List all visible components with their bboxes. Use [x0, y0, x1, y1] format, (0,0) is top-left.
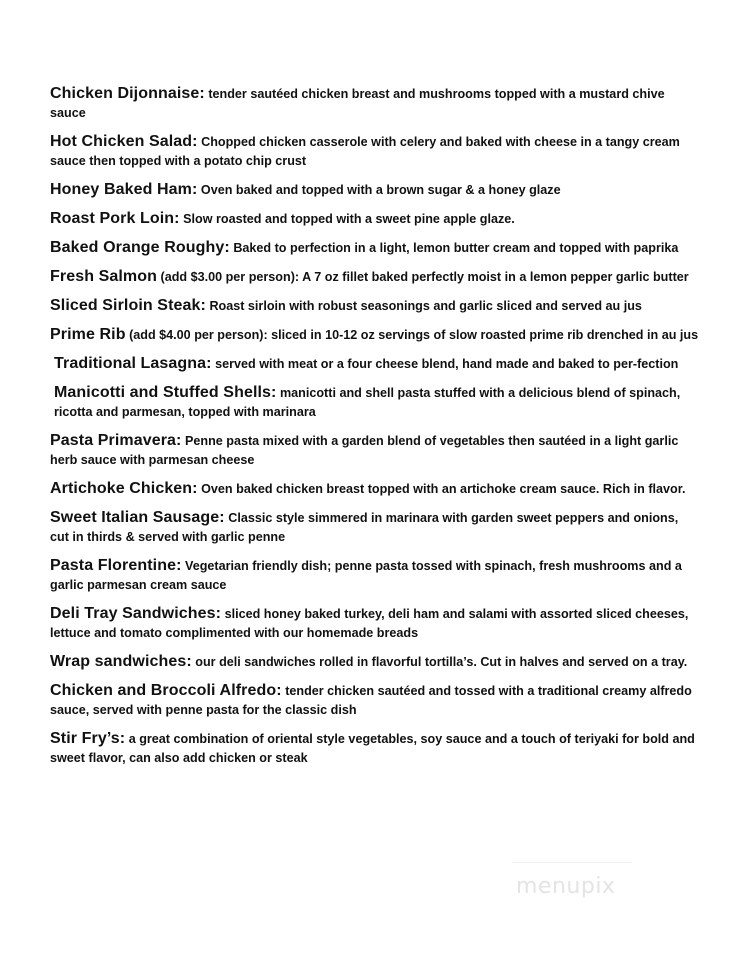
- menu-item-description: Slow roasted and topped with a sweet pine apple glaze.: [183, 212, 515, 226]
- menu-item: [50, 508, 700, 547]
- menu-item-name: Hot Chicken Salad:: [50, 133, 198, 150]
- menu-item-description: manicotti and shell pasta stuffed with a delicious blend of spinach, ricotta and parmesan, topped with marinara: [54, 386, 681, 419]
- menu-item-name: Sliced Sirloin Steak:: [50, 297, 206, 314]
- menu-item-price-note: (add $3.00 per person):: [160, 270, 300, 284]
- menu-item-name: Pasta Florentine:: [50, 557, 182, 574]
- menu-item-name: Manicotti and Stuffed Shells:: [54, 384, 277, 401]
- menu-item: [50, 652, 700, 672]
- menu-item-description: tender chicken sautéed and tossed with a traditional creamy alfredo sauce, served with penne pasta for the classic dish: [50, 684, 692, 717]
- menu-item: [50, 729, 700, 768]
- menu-item-description: A 7 oz fillet baked perfectly moist in a lemon pepper garlic butter: [302, 270, 689, 284]
- menu-item: [50, 180, 700, 200]
- menu-item-name: Pasta Primavera:: [50, 432, 182, 449]
- menu-item-name: Artichoke Chicken:: [50, 480, 198, 497]
- menu-item-description: Vegetarian friendly dish; penne pasta tossed with spinach, fresh mushrooms and a garlic parmesan cream sauce: [50, 559, 682, 592]
- menu-item-description: Baked to perfection in a light, lemon butter cream and topped with paprika: [233, 241, 679, 255]
- menu-item: [50, 267, 700, 287]
- menu-item: [50, 354, 700, 374]
- menu-item-description: Roast sirloin with robust seasonings and garlic sliced and served au jus: [209, 299, 642, 313]
- menu-item: [50, 556, 700, 595]
- menu-item-description: Oven baked and topped with a brown sugar & a honey glaze: [200, 183, 561, 197]
- watermark-divider: [512, 862, 632, 863]
- menu-item-name: Sweet Italian Sausage:: [50, 509, 225, 526]
- menu-item-name: Prime Rib: [50, 326, 126, 343]
- menupix-watermark: menupix: [516, 874, 616, 899]
- menu-item-name: Fresh Salmon: [50, 268, 158, 285]
- menu-item-description: Classic style simmered in marinara with garden sweet peppers and onions, cut in thirds & served with garlic penne: [50, 511, 679, 544]
- menu-item-description: our deli sandwiches rolled in flavorful tortilla’s. Cut in halves and served on a tray.: [195, 655, 688, 669]
- menu-item: [50, 296, 700, 316]
- menu-item-name: Honey Baked Ham:: [50, 181, 198, 198]
- menu-item-name: Wrap sandwiches:: [50, 653, 192, 670]
- menu-item: [50, 383, 700, 422]
- menu-item-description: Penne pasta mixed with a garden blend of vegetables then sautéed in a light garlic herb sauce with parmesan cheese: [50, 434, 679, 467]
- menu-item: [50, 431, 700, 470]
- menu-item: [50, 238, 700, 258]
- menu-item: [50, 209, 700, 229]
- menu-item-description: sliced in 10-12 oz servings of slow roasted prime rib drenched in au jus: [271, 328, 699, 342]
- menu-item-description: a great combination of oriental style vegetables, soy sauce and a touch of teriyaki for bold and sweet flavor, can also add chicken or steak: [50, 732, 695, 765]
- menu-item-description: sliced honey baked turkey, deli ham and salami with assorted sliced cheeses, lettuce and tomato complimented with our homemade breads: [50, 607, 689, 640]
- menu-item: [50, 681, 700, 720]
- menu-item-price-note: (add $4.00 per person):: [129, 328, 268, 342]
- menu-list: [50, 84, 700, 777]
- menu-item-description: served with meat or a four cheese blend, hand made and baked to per-fection: [215, 357, 679, 371]
- menu-item-description: tender sautéed chicken breast and mushrooms topped with a mustard chive sauce: [50, 87, 665, 120]
- menu-item-name: Chicken Dijonnaise:: [50, 85, 205, 102]
- menu-item-description: Oven baked chicken breast topped with an artichoke cream sauce. Rich in flavor.: [201, 482, 686, 496]
- menu-item-name: Deli Tray Sandwiches:: [50, 605, 222, 622]
- menu-item-name: Traditional Lasagna:: [54, 355, 212, 372]
- menu-item: [50, 479, 700, 499]
- menu-item: [50, 132, 700, 171]
- menu-item-name: Chicken and Broccoli Alfredo:: [50, 682, 282, 699]
- menu-item: [50, 325, 700, 345]
- menu-item-name: Roast Pork Loin:: [50, 210, 180, 227]
- menu-item: [50, 604, 700, 643]
- menu-item: [50, 84, 700, 123]
- menu-item-name: Baked Orange Roughy:: [50, 239, 230, 256]
- menu-item-description: Chopped chicken casserole with celery and baked with cheese in a tangy cream sauce then topped with a potato chip crust: [50, 135, 680, 168]
- menu-item-name: Stir Fry’s:: [50, 730, 126, 747]
